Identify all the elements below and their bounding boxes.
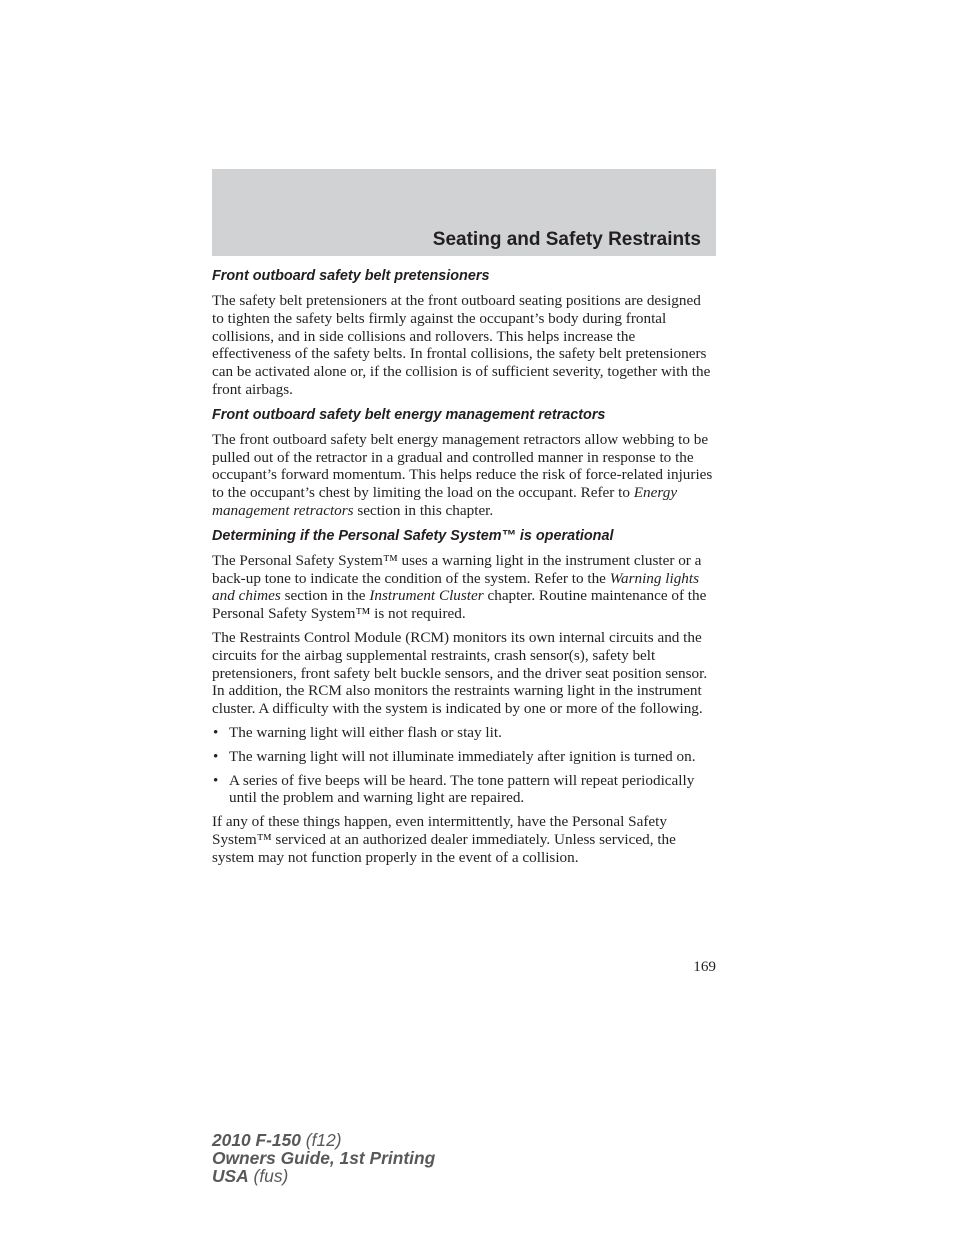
footer-line — [212, 1131, 435, 1149]
section-energy-retractors — [212, 405, 716, 520]
body-paragraph — [212, 431, 716, 520]
footer-market: USA — [212, 1166, 249, 1186]
footer-line — [212, 1167, 435, 1185]
footer-edition: Owners Guide, 1st Printing — [212, 1148, 436, 1168]
section-pretensioners — [212, 266, 716, 399]
page-number: 169 — [693, 958, 716, 975]
symptom-list — [212, 724, 716, 807]
body-paragraph — [212, 552, 716, 623]
cross-reference: Energy management retractors — [212, 484, 678, 519]
footer-market-code: (fus) — [248, 1166, 289, 1186]
paragraph-text: section in this chapter. — [353, 501, 494, 519]
chapter-title: Seating and Safety Restraints — [432, 229, 701, 250]
list-item — [212, 748, 716, 766]
section-heading: Front outboard safety belt energy management retractors — [212, 406, 606, 423]
paragraph-text: The front outboard safety belt energy management retractors allow webbing to be pulled out of the retractor in a gradual and controlled manner in response to the occupant’s forward momentum. This helps reduce the risk of force-related injuries to the occupant’s chest by limiting the load on the occupant. Refer to — [212, 430, 713, 502]
bullet-icon: • — [213, 771, 219, 789]
list-item-text: The warning light will not illuminate immediately after ignition is turned on. — [229, 747, 696, 765]
cross-reference: Instrument Cluster — [369, 587, 484, 605]
footer-code: (f12) — [300, 1130, 342, 1150]
body-paragraph: The Restraints Control Module (RCM) monitors its own internal circuits and the circuits for the airbag supplemental restraints, crash sensor(s), safety belt pretensioners, front safety belt buckle sensors, and the driver seat position sensor. In addition, the RCM also monitors the restraints warning light in the instrument cluster. A difficulty with the system is indicated by one or more of the following. — [212, 628, 708, 718]
page-content — [212, 266, 716, 873]
footer-model: 2010 F-150 — [212, 1130, 301, 1150]
bullet-icon: • — [213, 747, 219, 765]
list-item-text: A series of five beeps will be heard. The tone pattern will repeat periodically until the problem and warning light are repaired. — [229, 771, 695, 807]
body-paragraph: The safety belt pretensioners at the front outboard seating positions are designed to tighten the safety belts firmly against the occupant’s body during frontal collisions, and in side collisions and rollovers. This helps increase the effectiveness of the safety belts. In frontal collisions, the safety belt pretensioners can be activated alone or, if the collision is of sufficient severity, together with the front airbags. — [212, 292, 711, 398]
document-footer — [212, 1131, 435, 1185]
section-heading: Determining if the Personal Safety System™ is operational — [212, 527, 614, 544]
body-paragraph: If any of these things happen, even intermittently, have the Personal Safety System™ serviced at an authorized dealer immediately. Unless serviced, the system may not function properly in the event of a collision. — [212, 813, 676, 866]
bullet-icon: • — [213, 723, 219, 741]
chapter-header-band — [212, 169, 716, 256]
list-item — [212, 772, 716, 808]
section-pss-operational — [212, 526, 716, 867]
section-heading: Front outboard safety belt pretensioners — [212, 268, 490, 284]
list-item — [212, 724, 716, 742]
paragraph-text: The Personal Safety System™ uses a warning light in the instrument cluster or a back-up tone to indicate the condition of the system. Refer to the — [212, 551, 702, 587]
paragraph-text: section in the — [280, 587, 370, 605]
list-item-text: The warning light will either flash or stay lit. — [229, 723, 502, 741]
paragraph-text: chapter. Routine maintenance of the Personal Safety System™ is not required. — [212, 587, 707, 623]
cross-reference: Warning lights and chimes — [212, 569, 700, 605]
